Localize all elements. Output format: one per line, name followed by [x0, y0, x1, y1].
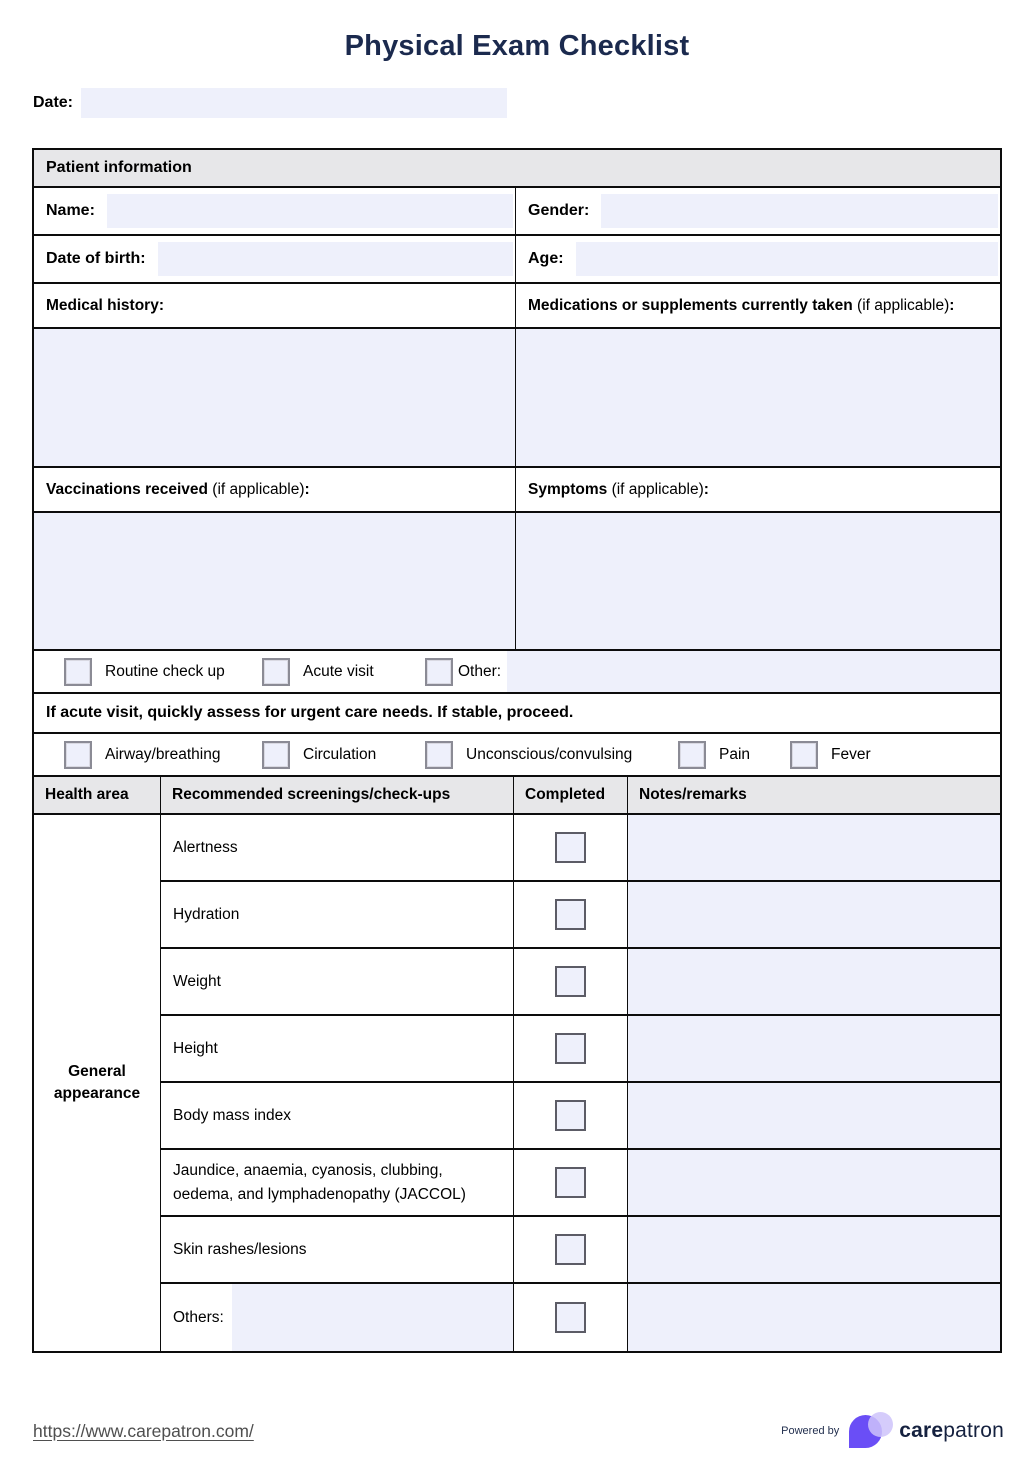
screening-label: Hydration — [161, 882, 514, 947]
pain-checkbox[interactable] — [678, 741, 706, 769]
table-row — [161, 815, 1000, 882]
age-input[interactable] — [576, 242, 998, 276]
height-completed-checkbox[interactable] — [555, 1033, 586, 1064]
acute-visit-checkbox[interactable] — [262, 658, 290, 686]
bmi-notes-input[interactable] — [628, 1083, 1000, 1148]
patient-info-header: Patient information — [34, 150, 1000, 188]
airway-breathing-checkbox[interactable] — [64, 741, 92, 769]
height-notes-input[interactable] — [628, 1016, 1000, 1081]
medical-history-textarea[interactable] — [34, 329, 516, 466]
bmi-completed-checkbox[interactable] — [555, 1100, 586, 1131]
completed-cell — [514, 1083, 628, 1148]
footer — [33, 1412, 1004, 1450]
table-row — [161, 1083, 1000, 1150]
table-row — [161, 1150, 1000, 1217]
others-label: Others: — [173, 1308, 224, 1326]
routine-checkup-label: Routine check up — [105, 662, 225, 680]
screening-label: Body mass index — [161, 1083, 514, 1148]
page-title: Physical Exam Checklist — [344, 30, 690, 62]
medical-history-label: Medical history: — [46, 296, 164, 314]
logo-light-circle — [868, 1412, 893, 1437]
vaccinations-symptoms-input-row — [34, 513, 1000, 651]
urgent-assessment-row — [34, 734, 1000, 777]
history-medications-label-row — [34, 284, 1000, 329]
pain-label: Pain — [719, 745, 751, 763]
exam-table-body — [34, 815, 1000, 1351]
skin-completed-checkbox[interactable] — [555, 1234, 586, 1265]
vaccinations-label-cell: Vaccinations received (if applicable) : — [34, 468, 516, 511]
medical-history-label-cell — [34, 284, 516, 327]
others-cell — [161, 1284, 514, 1351]
weight-completed-checkbox[interactable] — [555, 966, 586, 997]
airway-breathing-label: Airway/breathing — [105, 745, 221, 763]
date-label: Date: — [33, 94, 74, 111]
carepatron-wordmark: carepatron — [899, 1419, 1004, 1442]
carepatron-logo-icon — [849, 1412, 893, 1450]
visit-type-row — [34, 651, 1000, 694]
gender-cell — [516, 188, 1000, 234]
acute-visit-label: Acute visit — [303, 662, 374, 680]
completed-cell — [514, 1150, 628, 1215]
circulation-checkbox[interactable] — [262, 741, 290, 769]
symptoms-textarea[interactable] — [516, 513, 1000, 649]
health-area-header: Health area — [34, 777, 161, 813]
table-row — [161, 1016, 1000, 1083]
name-input[interactable] — [107, 194, 513, 228]
screening-label: Jaundice, anaemia, cyanosis, clubbing, oedema, and lymphadenopathy (JACCOL) — [161, 1150, 514, 1215]
symptoms-label: Symptoms — [528, 480, 608, 498]
symptoms-label-cell: Symptoms (if applicable) : — [528, 480, 709, 498]
health-area-cell: General appearance — [34, 815, 161, 1351]
completed-cell — [514, 1284, 628, 1351]
completed-cell — [514, 1016, 628, 1081]
name-cell — [34, 188, 516, 234]
screening-label: Height — [161, 1016, 514, 1081]
jaccol-completed-checkbox[interactable] — [555, 1167, 586, 1198]
others-input[interactable] — [232, 1284, 513, 1351]
screening-label: Alertness — [161, 815, 514, 880]
acute-note-text: If acute visit, quickly assess for urgent care needs. If stable, proceed. — [46, 704, 574, 721]
powered-by-brand — [781, 1412, 1004, 1450]
name-gender-row — [34, 188, 1000, 236]
fever-checkbox[interactable] — [790, 741, 818, 769]
acute-note-row — [34, 694, 1000, 734]
history-medications-input-row — [34, 329, 1000, 468]
weight-notes-input[interactable] — [628, 949, 1000, 1014]
age-label: Age: — [528, 246, 570, 272]
completed-cell — [514, 949, 628, 1014]
other-visit-label: Other: — [458, 662, 502, 680]
age-cell — [516, 236, 1000, 282]
screenings-header: Recommended screenings/check-ups — [161, 777, 514, 813]
circulation-label: Circulation — [303, 745, 377, 763]
others-notes-input[interactable] — [628, 1284, 1000, 1351]
gender-label: Gender: — [528, 198, 595, 224]
completed-cell — [514, 815, 628, 880]
table-row — [161, 1217, 1000, 1284]
completed-cell — [514, 1217, 628, 1282]
alertness-notes-input[interactable] — [628, 815, 1000, 880]
vaccinations-textarea[interactable] — [34, 513, 516, 649]
name-label: Name: — [46, 198, 101, 224]
date-input[interactable] — [81, 88, 507, 118]
skin-notes-input[interactable] — [628, 1217, 1000, 1282]
jaccol-notes-input[interactable] — [628, 1150, 1000, 1215]
vaccinations-label: Vaccinations received — [46, 480, 208, 498]
powered-by-label: Powered by — [781, 1425, 840, 1437]
medications-label: Medications or supplements currently taken — [528, 296, 853, 314]
unconscious-convulsing-checkbox[interactable] — [425, 741, 453, 769]
table-row — [161, 949, 1000, 1016]
unconscious-convulsing-label: Unconscious/convulsing — [466, 745, 633, 763]
medications-label-cell: Medications or supplements currently taken (if applicable) : — [528, 296, 955, 314]
routine-checkup-checkbox[interactable] — [64, 658, 92, 686]
completed-cell — [514, 882, 628, 947]
exam-table-header — [34, 777, 1000, 815]
table-row — [161, 882, 1000, 949]
dob-cell — [34, 236, 516, 282]
other-visit-input[interactable] — [507, 651, 1000, 692]
fever-label: Fever — [831, 745, 871, 763]
other-visit-checkbox[interactable] — [425, 658, 453, 686]
screening-label: Weight — [161, 949, 514, 1014]
exam-rows — [161, 815, 1000, 1351]
screening-label: Skin rashes/lesions — [161, 1217, 514, 1282]
others-completed-checkbox[interactable] — [555, 1302, 586, 1333]
vaccinations-symptoms-label-row — [34, 468, 1000, 513]
dob-label: Date of birth: — [46, 246, 152, 272]
alertness-completed-checkbox[interactable] — [555, 832, 586, 863]
dob-input[interactable] — [158, 242, 513, 276]
gender-input[interactable] — [601, 194, 998, 228]
hydration-notes-input[interactable] — [628, 882, 1000, 947]
completed-header: Completed — [514, 777, 628, 813]
table-row — [161, 1284, 1000, 1351]
medications-textarea[interactable] — [516, 329, 1000, 466]
date-row — [33, 88, 1001, 118]
carepatron-link[interactable]: https://www.carepatron.com/ — [33, 1420, 254, 1441]
main-form-table — [32, 148, 1002, 1353]
hydration-completed-checkbox[interactable] — [555, 899, 586, 930]
notes-header: Notes/remarks — [639, 786, 747, 803]
dob-age-row — [34, 236, 1000, 284]
